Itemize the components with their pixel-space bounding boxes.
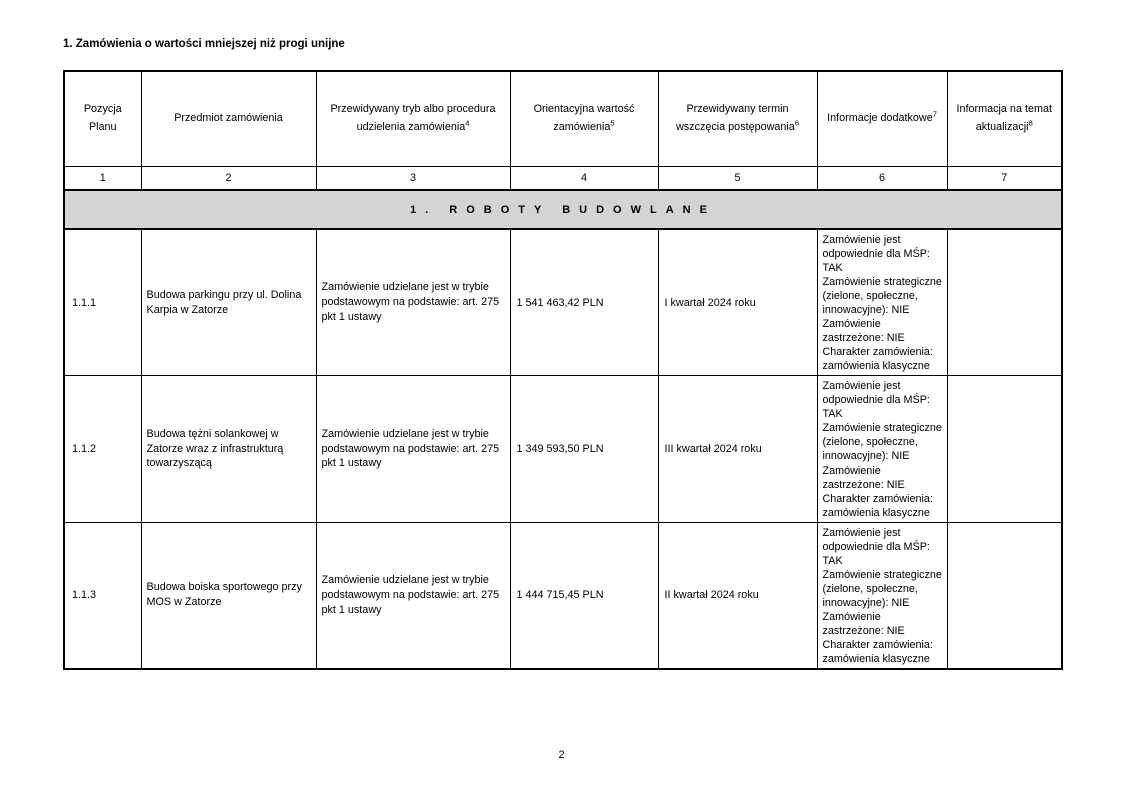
info-line: Zamówienie zastrzeżone: NIE: [822, 464, 905, 491]
page-title: 1. Zamówienia o wartości mniejszej niż progi unijne: [63, 38, 345, 50]
header-cell-procedure: [316, 71, 510, 166]
column-number: 2: [141, 166, 316, 190]
footnote-ref: 7: [932, 109, 937, 119]
cell-procedure: Zamówienie udzielane jest w trybie podstawowym na podstawie: art. 275 pkt 1 ustawy: [316, 229, 510, 376]
section-header-roboty-budowlane: 1. ROBOTY BUDOWLANE: [64, 190, 1062, 229]
cell-term: III kwartał 2024 roku: [658, 376, 817, 522]
info-line: Charakter zamówienia: zamówienia klasyczne: [822, 346, 933, 373]
cell-subject: Budowa parkingu przy ul. Dolina Karpia w Zatorze: [141, 229, 316, 376]
cell-additional-info: [817, 522, 947, 669]
header-label: Przewidywany tryb albo procedura udzielenia zamówienia: [330, 102, 496, 133]
info-line: Zamówienie jest odpowiednie dla MŚP: TAK: [822, 380, 930, 421]
header-cell-update-info: [947, 71, 1062, 166]
info-line: Zamówienie zastrzeżone: NIE: [822, 318, 905, 345]
header-label: Orientacyjna wartość zamówienia: [533, 102, 635, 133]
column-number: 4: [510, 166, 658, 190]
header-label: Informacja na temat aktualizacji: [956, 102, 1052, 133]
footnote-ref: 5: [610, 118, 615, 128]
column-number: 7: [947, 166, 1062, 190]
info-line: Zamówienie jest odpowiednie dla MŚP: TAK: [822, 526, 930, 567]
info-line: Charakter zamówienia: zamówienia klasyczne: [822, 638, 933, 665]
cell-additional-info: [817, 229, 947, 376]
table-row: [64, 522, 1062, 669]
cell-value: 1 541 463,42 PLN: [510, 229, 658, 376]
header-cell-value: [510, 71, 658, 166]
info-line: Charakter zamówienia: zamówienia klasyczne: [822, 492, 933, 519]
cell-value: 1 349 593,50 PLN: [510, 376, 658, 522]
info-line: Zamówienie zastrzeżone: NIE: [822, 610, 905, 637]
cell-additional-info: [817, 376, 947, 522]
column-number-row: [64, 166, 1062, 190]
header-label: Pozycja Planu: [83, 102, 122, 133]
header-cell-subject: [141, 71, 316, 166]
cell-position: 1.1.1: [64, 229, 141, 376]
header-cell-additional-info: [817, 71, 947, 166]
header-cell-term: [658, 71, 817, 166]
footnote-ref: 6: [794, 118, 799, 128]
footnote-ref: 4: [465, 118, 470, 128]
cell-update-info: [947, 376, 1062, 522]
table-row: [64, 229, 1062, 376]
column-number: 6: [817, 166, 947, 190]
cell-term: II kwartał 2024 roku: [658, 522, 817, 669]
info-line: Zamówienie jest odpowiednie dla MŚP: TAK: [822, 234, 930, 275]
column-number: 3: [316, 166, 510, 190]
header-label: Przewidywany termin wszczęcia postępowania: [675, 102, 795, 133]
column-number: 5: [658, 166, 817, 190]
cell-term: I kwartał 2024 roku: [658, 229, 817, 376]
footnote-ref: 8: [1028, 118, 1033, 128]
table-row: [64, 376, 1062, 522]
info-line: Zamówienie strategiczne (zielone, społeczne, innowacyjne): NIE: [822, 276, 942, 317]
cell-update-info: [947, 522, 1062, 669]
header-label: Informacje dodatkowe: [827, 111, 933, 124]
cell-update-info: [947, 229, 1062, 376]
cell-subject: Budowa tężni solankowej w Zatorze wraz z infrastrukturą towarzyszącą: [141, 376, 316, 522]
cell-subject: Budowa boiska sportowego przy MOS w Zatorze: [141, 522, 316, 669]
info-line: Zamówienie strategiczne (zielone, społeczne, innowacyjne): NIE: [822, 422, 942, 463]
cell-position: 1.1.2: [64, 376, 141, 522]
cell-position: 1.1.3: [64, 522, 141, 669]
section-header-row: [64, 190, 1062, 229]
procurement-table: [63, 70, 1063, 670]
header-cell-position: [64, 71, 141, 166]
page-number: 2: [558, 749, 565, 761]
cell-procedure: Zamówienie udzielane jest w trybie podstawowym na podstawie: art. 275 pkt 1 ustawy: [316, 522, 510, 669]
info-line: Zamówienie strategiczne (zielone, społeczne, innowacyjne): NIE: [822, 568, 942, 609]
column-number: 1: [64, 166, 141, 190]
table-header-row: [64, 71, 1062, 166]
cell-value: 1 444 715,45 PLN: [510, 522, 658, 669]
header-label: Przedmiot zamówienia: [174, 111, 283, 124]
cell-procedure: Zamówienie udzielane jest w trybie podstawowym na podstawie: art. 275 pkt 1 ustawy: [316, 376, 510, 522]
